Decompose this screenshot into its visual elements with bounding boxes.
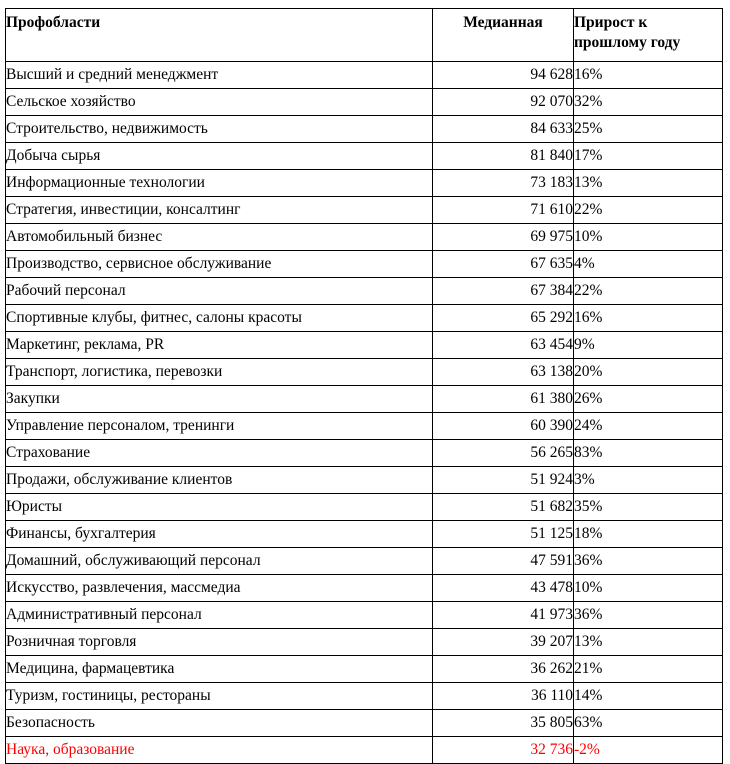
table-row	[6, 143, 723, 170]
table-row	[6, 629, 723, 656]
cell-growth: 14%	[574, 683, 723, 710]
table-row	[6, 359, 723, 386]
cell-area: Юристы	[6, 494, 433, 521]
cell-growth: 16%	[574, 305, 723, 332]
table-row	[6, 467, 723, 494]
cell-area: Рабочий персонал	[6, 278, 433, 305]
cell-median: 67 635	[433, 251, 574, 278]
cell-area: Наука, образование	[6, 737, 433, 764]
cell-growth: 9%	[574, 332, 723, 359]
table-row	[6, 683, 723, 710]
cell-median: 51 125	[433, 521, 574, 548]
cell-median: 81 840	[433, 143, 574, 170]
cell-growth: 3%	[574, 467, 723, 494]
cell-area: Производство, сервисное обслуживание	[6, 251, 433, 278]
cell-growth: 21%	[574, 656, 723, 683]
cell-area: Финансы, бухгалтерия	[6, 521, 433, 548]
table-row	[6, 737, 723, 764]
cell-median: 35 805	[433, 710, 574, 737]
table-header	[6, 9, 723, 62]
cell-area: Спортивные клубы, фитнес, салоны красоты	[6, 305, 433, 332]
table-row	[6, 89, 723, 116]
cell-median: 51 924	[433, 467, 574, 494]
table-row	[6, 305, 723, 332]
cell-growth: 35%	[574, 494, 723, 521]
cell-area: Стратегия, инвестиции, консалтинг	[6, 197, 433, 224]
cell-growth: 4%	[574, 251, 723, 278]
cell-area: Медицина, фармацевтика	[6, 656, 433, 683]
cell-area: Добыча сырья	[6, 143, 433, 170]
cell-area: Домашний, обслуживающий персонал	[6, 548, 433, 575]
cell-area: Информационные технологии	[6, 170, 433, 197]
table-row	[6, 413, 723, 440]
cell-area: Сельское хозяйство	[6, 89, 433, 116]
cell-median: 36 110	[433, 683, 574, 710]
header-row	[6, 9, 723, 62]
table-row	[6, 548, 723, 575]
table-row	[6, 575, 723, 602]
cell-area: Транспорт, логистика, перевозки	[6, 359, 433, 386]
cell-median: 56 265	[433, 440, 574, 467]
cell-growth: -2%	[574, 737, 723, 764]
cell-area: Розничная торговля	[6, 629, 433, 656]
cell-median: 63 138	[433, 359, 574, 386]
cell-growth: 63%	[574, 710, 723, 737]
column-header-median: Медианная	[433, 9, 574, 62]
cell-median: 63 454	[433, 332, 574, 359]
cell-median: 61 380	[433, 386, 574, 413]
cell-growth: 10%	[574, 575, 723, 602]
table-row	[6, 332, 723, 359]
table-row	[6, 251, 723, 278]
cell-growth: 13%	[574, 170, 723, 197]
cell-growth: 22%	[574, 197, 723, 224]
cell-area: Управление персоналом, тренинги	[6, 413, 433, 440]
cell-growth: 20%	[574, 359, 723, 386]
cell-median: 94 628	[433, 62, 574, 89]
table-row	[6, 386, 723, 413]
cell-median: 47 591	[433, 548, 574, 575]
cell-area: Административный персонал	[6, 602, 433, 629]
cell-growth: 10%	[574, 224, 723, 251]
cell-area: Туризм, гостиницы, рестораны	[6, 683, 433, 710]
table-row	[6, 710, 723, 737]
cell-area: Закупки	[6, 386, 433, 413]
table-row	[6, 602, 723, 629]
cell-median: 71 610	[433, 197, 574, 224]
table-body	[6, 62, 723, 764]
cell-area: Безопасность	[6, 710, 433, 737]
table-row	[6, 440, 723, 467]
cell-area: Искусство, развлечения, массмедиа	[6, 575, 433, 602]
cell-growth: 26%	[574, 386, 723, 413]
cell-area: Страхование	[6, 440, 433, 467]
cell-median: 92 070	[433, 89, 574, 116]
cell-area: Строительство, недвижимость	[6, 116, 433, 143]
cell-area: Высший и средний менеджмент	[6, 62, 433, 89]
cell-growth: 17%	[574, 143, 723, 170]
cell-growth: 24%	[574, 413, 723, 440]
cell-growth: 13%	[574, 629, 723, 656]
cell-median: 60 390	[433, 413, 574, 440]
cell-growth: 22%	[574, 278, 723, 305]
cell-median: 36 262	[433, 656, 574, 683]
table-row	[6, 278, 723, 305]
cell-growth: 36%	[574, 548, 723, 575]
cell-area: Продажи, обслуживание клиентов	[6, 467, 433, 494]
cell-median: 39 207	[433, 629, 574, 656]
cell-growth: 25%	[574, 116, 723, 143]
table-row	[6, 494, 723, 521]
cell-area: Маркетинг, реклама, PR	[6, 332, 433, 359]
cell-median: 73 183	[433, 170, 574, 197]
cell-median: 32 736	[433, 737, 574, 764]
table-row	[6, 224, 723, 251]
salary-table	[5, 8, 723, 764]
cell-area: Автомобильный бизнес	[6, 224, 433, 251]
table-row	[6, 197, 723, 224]
cell-median: 43 478	[433, 575, 574, 602]
table-row	[6, 116, 723, 143]
salary-table-container	[5, 8, 722, 764]
cell-median: 41 973	[433, 602, 574, 629]
table-row	[6, 170, 723, 197]
cell-median: 51 682	[433, 494, 574, 521]
cell-median: 84 633	[433, 116, 574, 143]
cell-growth: 32%	[574, 89, 723, 116]
table-row	[6, 656, 723, 683]
cell-median: 65 292	[433, 305, 574, 332]
table-row	[6, 521, 723, 548]
cell-growth: 36%	[574, 602, 723, 629]
cell-median: 67 384	[433, 278, 574, 305]
column-header-area: Профобласти	[6, 9, 433, 62]
column-header-growth: Прирост к прошлому году	[574, 9, 723, 62]
cell-median: 69 975	[433, 224, 574, 251]
cell-growth: 18%	[574, 521, 723, 548]
cell-growth: 16%	[574, 62, 723, 89]
table-row	[6, 62, 723, 89]
cell-growth: 83%	[574, 440, 723, 467]
